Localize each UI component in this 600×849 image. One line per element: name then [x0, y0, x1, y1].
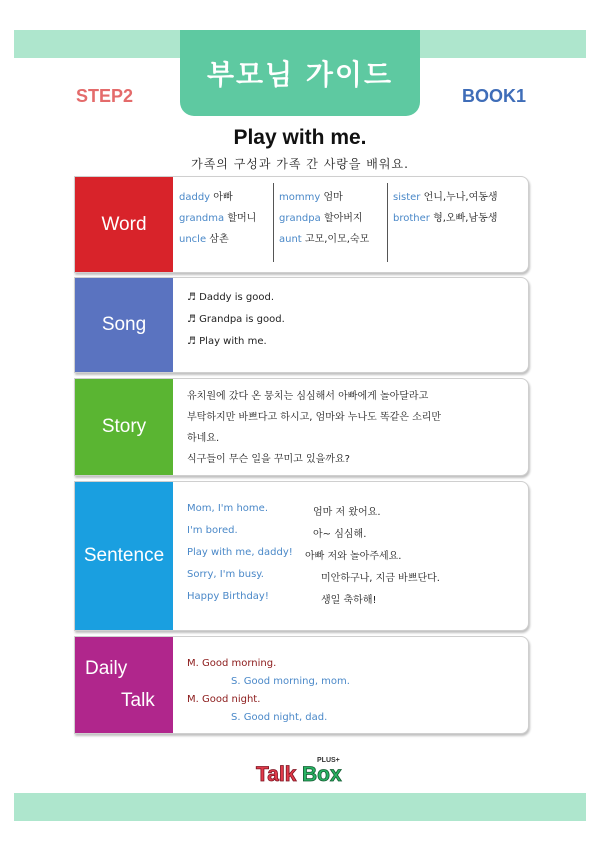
sentence-row: Happy Birthday! 생일 축하해!: [187, 591, 377, 606]
word-item: brother 형,오빠,남동생: [393, 213, 498, 224]
story-line: 유치원에 갔다 온 뭉치는 심심해서 아빠에게 놀아달라고: [187, 391, 429, 402]
talk-label: Talk: [121, 690, 155, 711]
sentence-section: [74, 481, 529, 631]
story-content: [173, 379, 528, 475]
bottom-band: [14, 793, 586, 821]
lesson-title: Play with me.: [233, 126, 367, 149]
sentence-content: [173, 482, 528, 630]
word-label: Word: [75, 177, 173, 272]
story-line: 식구들이 무슨 일을 꾸미고 있을까요?: [187, 454, 350, 465]
word-column-3: [393, 187, 498, 262]
song-line: ♬ Grandpa is good.: [187, 314, 285, 325]
word-item: aunt 고모,이모,숙모: [279, 234, 370, 245]
talk-line-son: S. Good morning, mom.: [231, 676, 350, 687]
story-line: 부탁하지만 바쁘다고 하시고, 엄마와 누나도 똑같은 소리만: [187, 412, 442, 423]
svg-text:PLUS+: PLUS+: [317, 757, 340, 764]
page-title: 부모님 가이드: [206, 58, 394, 91]
lesson-subtitle: 가족의 구성과 가족 간 사랑을 배워요.: [191, 157, 409, 171]
word-item: sister 언니,누나,여동생: [393, 192, 498, 203]
talkbox-logo: [254, 753, 346, 787]
song-section: [74, 277, 529, 373]
daily-label: Daily: [85, 658, 128, 679]
sentence-row: Sorry, I'm busy. 미안하구나, 지금 바쁘단다.: [187, 569, 440, 584]
word-section: [74, 176, 529, 273]
sentence-row: I'm bored. 아~ 심심해.: [187, 525, 367, 540]
song-line: ♬ Play with me.: [187, 336, 267, 347]
talk-line-son: S. Good night, dad.: [231, 712, 328, 723]
sentence-row: Mom, I'm home. 엄마 저 왔어요.: [187, 503, 381, 518]
story-section: [74, 378, 529, 476]
word-item: daddy 아빠: [179, 192, 233, 203]
story-label: Story: [75, 379, 173, 475]
song-label: Song: [75, 278, 173, 372]
sentence-label: Sentence: [75, 482, 173, 630]
word-item: mommy 엄마: [279, 192, 343, 203]
word-item: grandpa 할아버지: [279, 213, 363, 224]
daily-talk-section: [74, 636, 529, 734]
word-content: [173, 177, 528, 272]
daily-talk-content: [173, 637, 528, 733]
song-content: [173, 278, 528, 372]
word-divider: [387, 183, 388, 262]
word-divider: [273, 183, 274, 262]
daily-talk-label: [75, 637, 173, 733]
word-item: grandma 할머니: [179, 213, 257, 224]
talkbox-logo-graphic: [254, 753, 346, 787]
talk-line-mom: M. Good night.: [187, 694, 261, 705]
book-label: BOOK1: [462, 86, 527, 106]
header-box: [180, 30, 420, 116]
svg-text:Box: Box: [302, 763, 342, 786]
song-line: ♬ Daddy is good.: [187, 292, 275, 303]
svg-text:Talk: Talk: [256, 763, 297, 786]
word-column-1: [179, 187, 256, 262]
story-line: 하네요.: [187, 433, 220, 444]
sentence-row: Play with me, daddy! 아빠 저와 놀아주세요.: [187, 547, 402, 562]
step-label: STEP2: [76, 86, 134, 106]
talk-line-mom: M. Good morning.: [187, 658, 277, 669]
word-column-2: [279, 187, 369, 262]
word-item: uncle 삼촌: [179, 234, 229, 245]
